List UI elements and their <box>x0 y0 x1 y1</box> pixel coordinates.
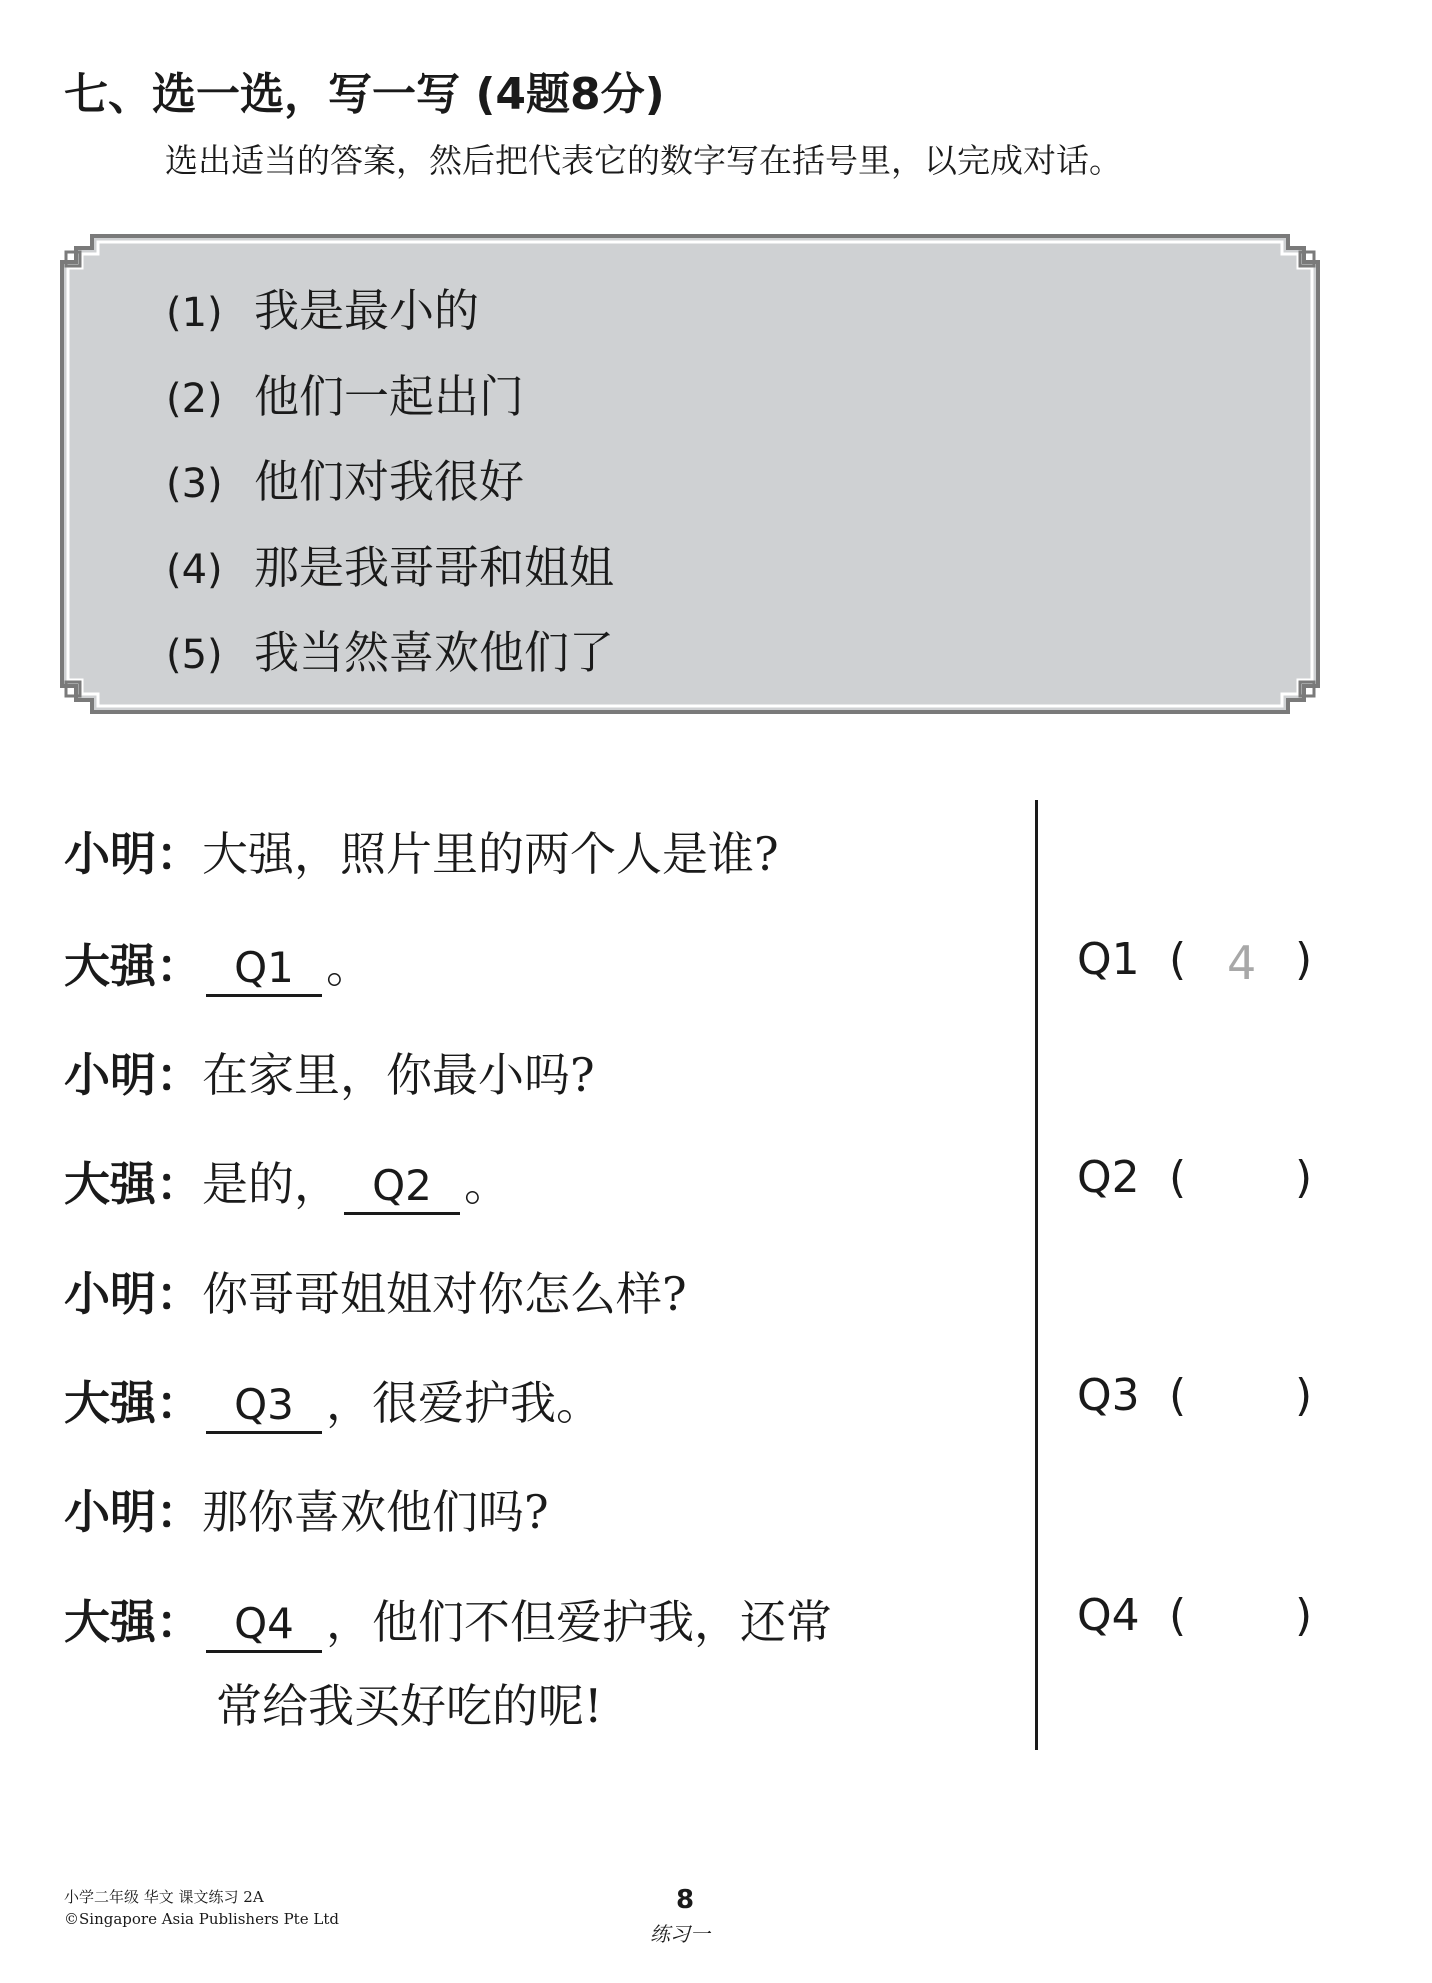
dialogue-text: ，他们不但爱护我，还常 <box>326 1595 832 1649</box>
open-paren: ( <box>1169 934 1187 985</box>
footer-book-title: 小学二年级 华文 课文练习 2A <box>64 1888 264 1906</box>
option-number: (5) <box>166 632 223 678</box>
footer-exercise: 练习一 <box>650 1922 710 1946</box>
dialogue-line-2 <box>64 930 372 997</box>
option-1 <box>166 274 479 339</box>
section-instruction: 选出适当的答案，然后把代表它的数字写在括号里，以完成对话。 <box>165 141 1122 180</box>
page-number: 8 <box>676 1885 695 1915</box>
answer-label: Q1 <box>1077 934 1140 985</box>
dialogue-text: 。 <box>326 939 372 993</box>
options-box <box>58 232 1322 716</box>
option-number: (1) <box>166 290 223 336</box>
answer-label: Q2 <box>1077 1152 1140 1203</box>
option-number: (2) <box>166 376 223 422</box>
dialogue-text: ，很爱护我。 <box>326 1376 602 1430</box>
dialogue-text: 那你喜欢他们吗? <box>202 1485 549 1539</box>
answer-value-q1[interactable]: 4 <box>1227 936 1257 990</box>
footer-publisher <box>64 1886 339 1930</box>
dialogue-line-5 <box>64 1258 687 1324</box>
dialogue-line-8-continuation <box>216 1670 603 1736</box>
answer-blank-q4[interactable]: Q4 <box>206 1600 322 1653</box>
answer-row-q1 <box>1077 934 1313 990</box>
option-5 <box>166 616 614 681</box>
dialogue-text: 常给我买好吃的呢! <box>216 1679 603 1733</box>
dialogue-line-4 <box>64 1148 510 1215</box>
close-paren: ) <box>1295 934 1313 985</box>
dialogue-text: 你哥哥姐姐对你怎么样? <box>202 1267 687 1321</box>
speaker-name: 小明： <box>64 1267 202 1321</box>
answer-row-q3 <box>1077 1370 1313 1421</box>
speaker-name: 大强： <box>64 1157 202 1211</box>
answer-row-q2 <box>1077 1152 1313 1203</box>
speaker-name: 大强： <box>64 1595 202 1649</box>
dialogue-line-7 <box>64 1476 549 1542</box>
dialogue-text: 。 <box>464 1157 510 1211</box>
close-paren: ) <box>1295 1590 1313 1641</box>
option-text: 我当然喜欢他们了 <box>254 626 615 679</box>
dialogue-line-6 <box>64 1367 602 1434</box>
open-paren: ( <box>1169 1152 1187 1203</box>
dialogue-text: 在家里，你最小吗? <box>202 1048 595 1102</box>
speaker-name: 大强： <box>64 939 202 993</box>
option-number: (3) <box>166 461 223 507</box>
speaker-name: 小明： <box>64 1048 202 1102</box>
option-3 <box>166 445 524 510</box>
open-paren: ( <box>1169 1590 1187 1641</box>
answer-label: Q4 <box>1077 1590 1140 1641</box>
dialogue-line-1 <box>64 818 779 884</box>
speaker-name: 小明： <box>64 1485 202 1539</box>
option-text: 那是我哥哥和姐姐 <box>254 541 615 594</box>
dialogue-text: 是的， <box>202 1157 340 1211</box>
dialogue-text: 大强，照片里的两个人是谁? <box>202 827 779 881</box>
option-text: 他们一起出门 <box>254 370 525 423</box>
option-text: 我是最小的 <box>254 284 480 337</box>
answer-blank-q2[interactable]: Q2 <box>344 1162 460 1215</box>
answer-blank-q3[interactable]: Q3 <box>206 1381 322 1434</box>
option-2 <box>166 360 524 425</box>
open-paren: ( <box>1169 1370 1187 1421</box>
option-text: 他们对我很好 <box>254 455 525 508</box>
speaker-name: 小明： <box>64 827 202 881</box>
section-title: 七、选一选，写一写 (4题8分) <box>64 69 665 120</box>
dialogue-line-3 <box>64 1039 595 1105</box>
close-paren: ) <box>1295 1152 1313 1203</box>
answer-row-q4 <box>1077 1590 1313 1641</box>
close-paren: ) <box>1295 1370 1313 1421</box>
speaker-name: 大强： <box>64 1376 202 1430</box>
option-4 <box>166 531 614 596</box>
column-divider <box>1035 800 1038 1750</box>
option-number: (4) <box>166 547 223 593</box>
answer-label: Q3 <box>1077 1370 1140 1421</box>
dialogue-line-8 <box>64 1586 832 1653</box>
footer-copyright: ©Singapore Asia Publishers Pte Ltd <box>64 1910 339 1928</box>
answer-blank-q1[interactable]: Q1 <box>206 944 322 997</box>
